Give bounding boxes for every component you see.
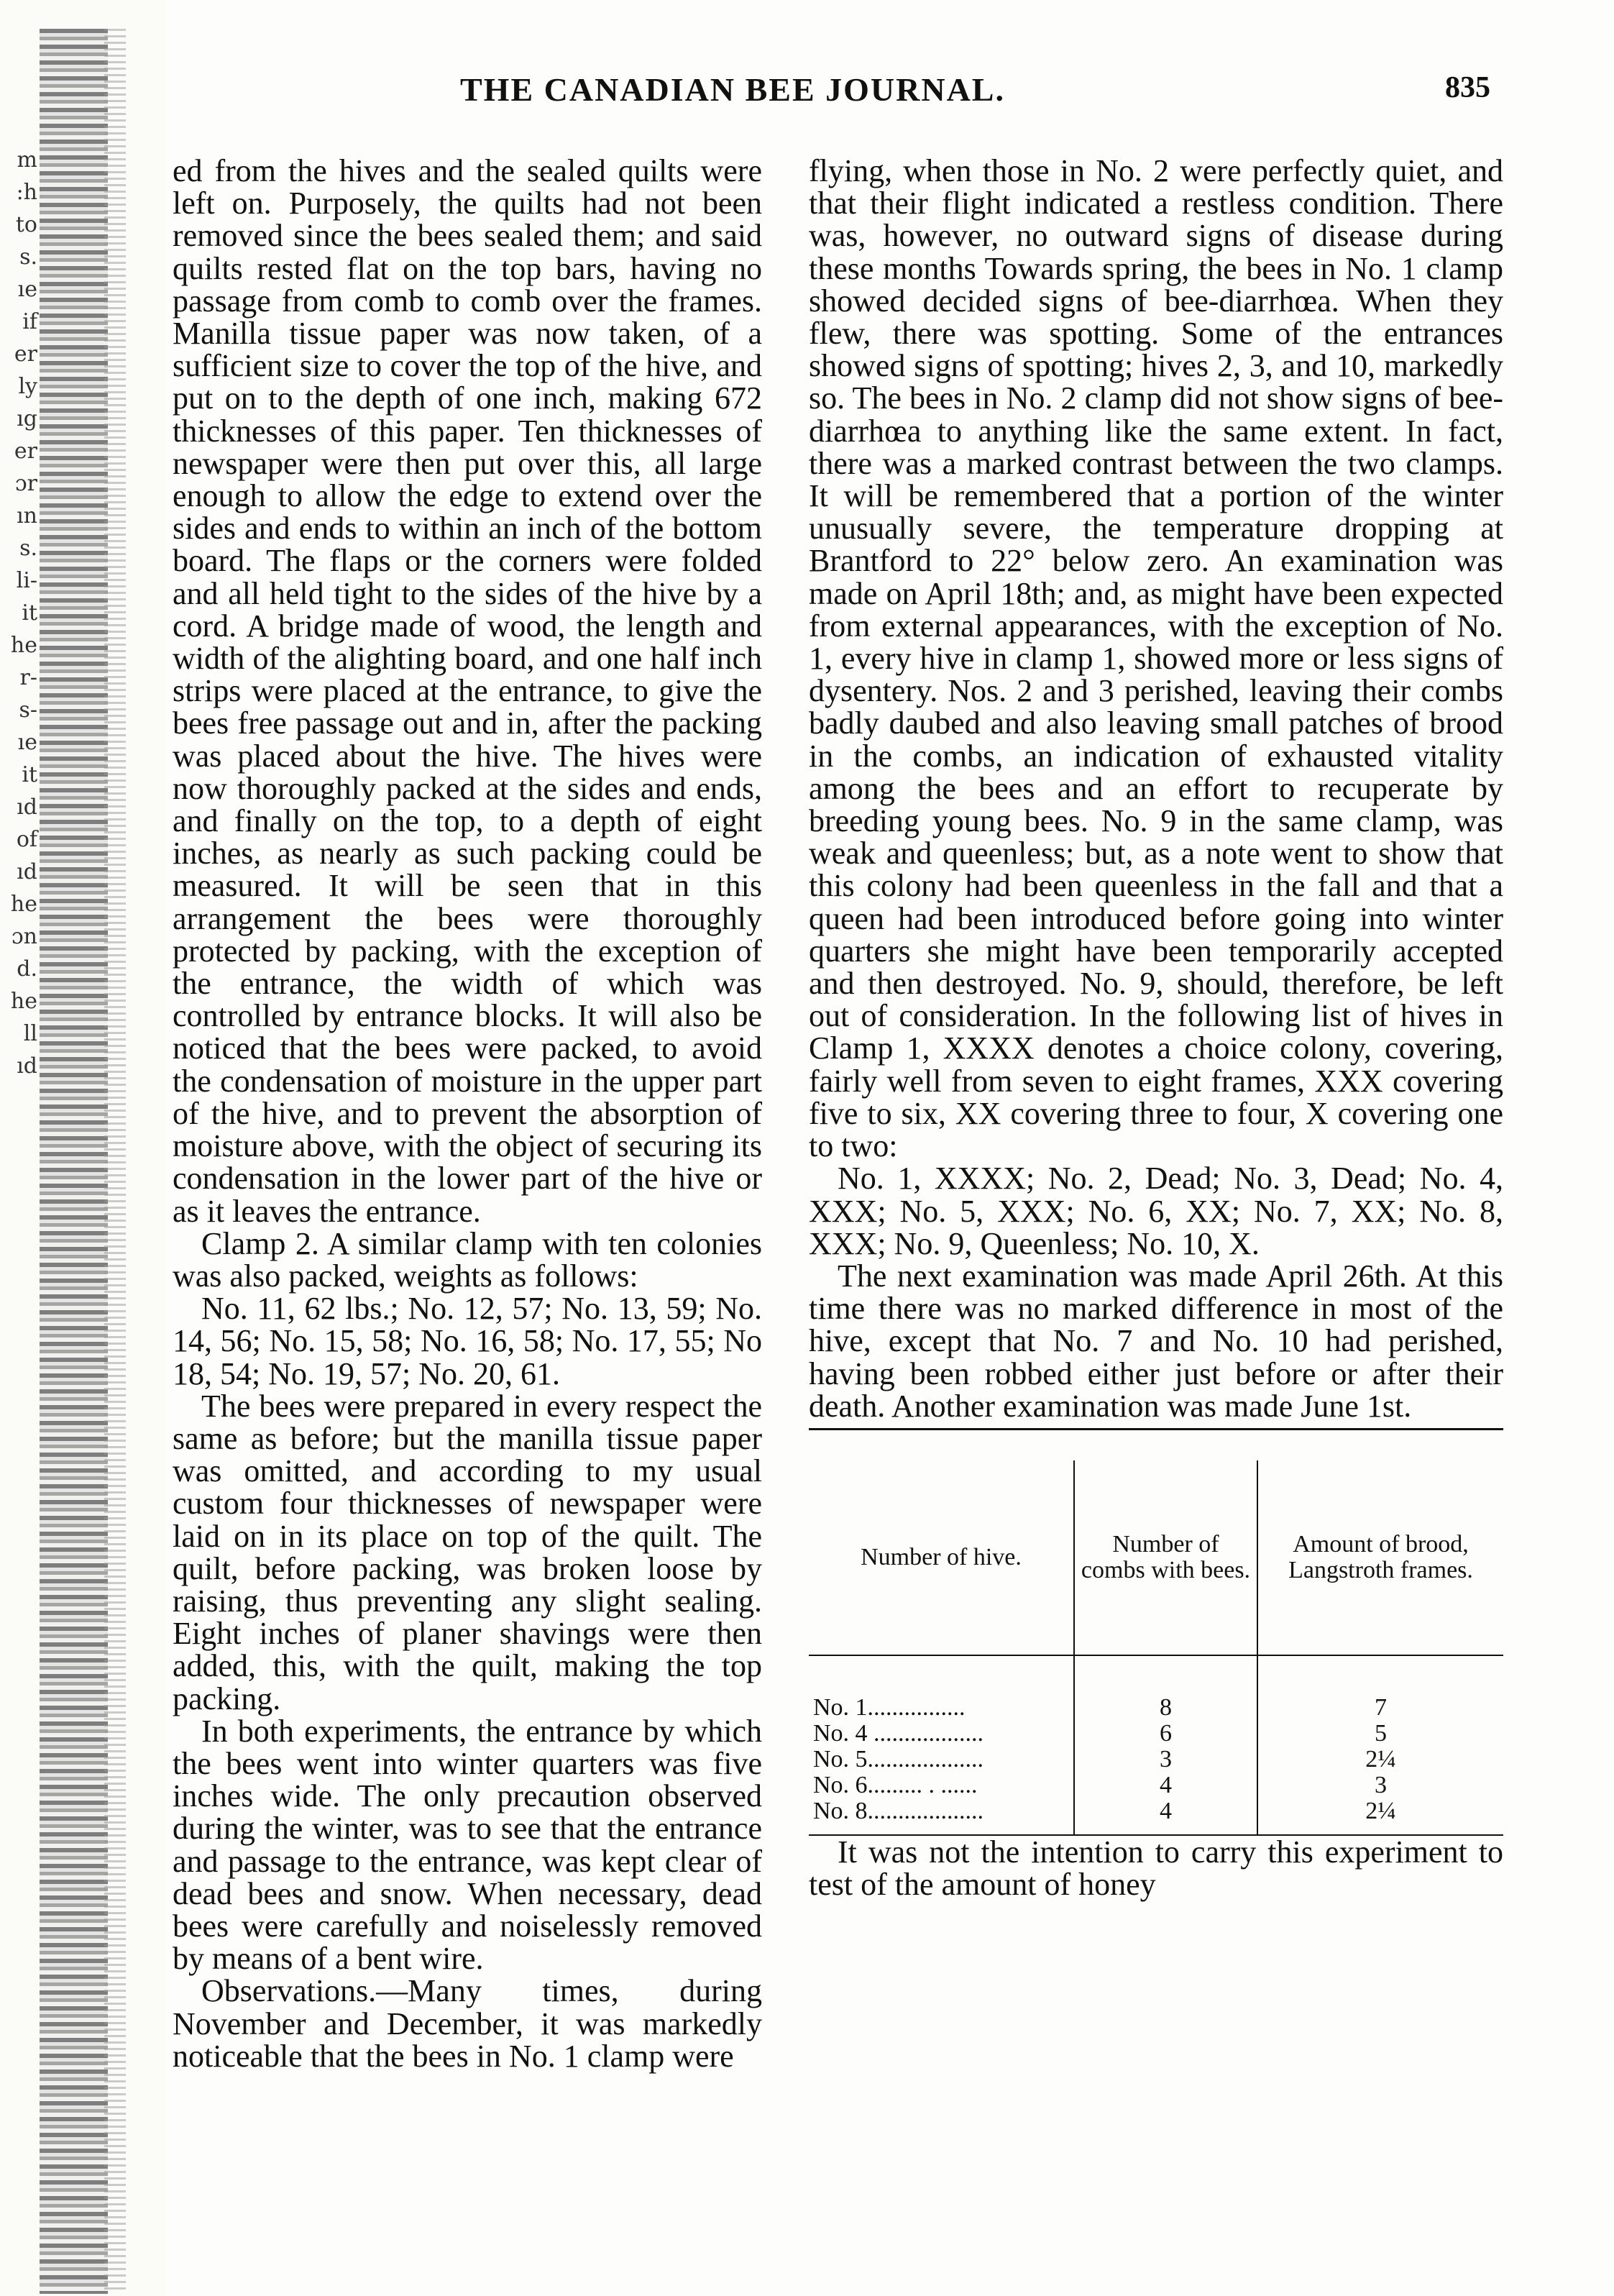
page-number: 835 (1445, 71, 1490, 104)
cell-hive-number: No. 4 .................. (809, 1721, 1074, 1747)
paragraph-next-examination: The next examination was made April 26th. At this time there was no marked difference in most of the hive, except that No. 7 and No. 10 had perished, having been robbed either just before or after their death. Another examination was made June 1st. (809, 1258, 1503, 1424)
gutter-fragment: ıd (17, 1053, 37, 1079)
gutter-fragment: to (15, 212, 37, 237)
gutter-fragment: s. (19, 244, 37, 270)
gutter-fragment: ll (23, 1021, 37, 1046)
gutter-fragment: d. (17, 956, 37, 982)
gutter-fragment: m (17, 147, 37, 173)
right-column (809, 155, 1503, 1901)
journal-title: THE CANADIAN BEE JOURNAL. (460, 71, 1005, 108)
gutter-fragment: ıg (17, 406, 37, 431)
gutter-fragment: er (14, 342, 37, 367)
header-combs-with-bees: Number of combs with bees. (1074, 1460, 1257, 1655)
gutter-fragment: ɔr (14, 471, 37, 496)
gutter-fragment: ıe (17, 730, 37, 755)
paragraph-flight-observations: flying, when those in No. 2 were perfectly quiet, and that their flight indicated a restless condition. There was, however, no outward signs of disease during these months Towards spring, the bees in No. 1 clamp showed decided signs of bee-diarrhœa. When they flew, there was spotting. Some of the entrances showed signs of spotting; hives 2, 3, and 10, markedly so. The bees in No. 2 clamp did not show signs of bee-diarrhœa to anything like the same extent. In fact, there was a marked contrast between the two clamps. It will be remembered that a portion of the winter unusually severe, the temperature dropping at Brantford to 22° below zero. An examination was made on April 18th; and, as might have been expected from external appearances, with the exception of No. 1, every hive in clamp 1, showed more or less signs of dysentery. Nos. 2 and 3 perished, leaving their combs badly daubed and also leaving small patches of brood in the combs, an indication of exhausted vitality among the bees and an effort to recuperate by breeding young bees. No. 9 in the same clamp, was weak and queenless; but, as a note went to show that this colony had been queenless in the fall and that a queen had been introduced before going into winter quarters she might have been temporarily accepted and then destroyed. No. 9, should, therefore, be left out of consideration. In the following list of hives in Clamp 1, XXXX denotes a choice colony, covering, fairly well from seven to eight frames, XXX covering five to six, XX covering three to four, X covering one to two: (809, 153, 1503, 1164)
table-row (809, 1798, 1503, 1835)
gutter-fragment: he (10, 633, 37, 658)
gutter-fragment: s. (19, 536, 37, 561)
gutter-fragment: ın (17, 503, 37, 529)
cell-combs: 4 (1074, 1773, 1257, 1798)
paragraph-entrance: In both experiments, the entrance by which the bees went into winter quarters was five inches wide. The only precaution observed during the winter, was to see that the entrance and passage to the entrance, was kept clear of dead bees and snow. When necessary, dead bees were carefully and noiselessly removed by means of a bent wire. (173, 1713, 762, 1977)
paragraph-packing-clamp-1: ed from the hives and the sealed quilts were left on. Purposely, the quilts had not been removed since the bees sealed them; and said quilts rested flat on the top bars, having no passage from comb to comb over the frames. Manilla tissue paper was now taken, of a sufficient size to cover the top of the hive, and put on to the depth of one inch, making 672 thicknesses of this paper. Ten thicknesses of newspaper were then put over this, all large enough to allow the edge to extend over the sides and ends to within an inch of the bottom board. The flaps or the corners were folded and all held tight to the sides of the hive by a cord. A bridge made of wood, the length and width of the alighting board, and one half inch strips were placed at the entrance, to give the bees free passage out and in, after the packing was placed about the hive. The hives were now thoroughly packed at the sides and ends, and finally on the top, to a depth of eight inches, as nearly as such packing could be measured. It will be seen that in this arrangement the bees were thoroughly protected by packing, with the exception of the entrance, the width of which was controlled by entrance blocks. It will also be noticed that the bees were packed, to avoid the condensation of moisture in the upper part of the hive, and to prevent the absorption of moisture above, with the object of securing its condensation in the lower part of the hive or as it leaves the entrance. (173, 153, 762, 1229)
cell-brood: 5 (1375, 1719, 1387, 1747)
header-brood-amount: Amount of brood, Langstroth frames. (1257, 1460, 1503, 1655)
paragraph-clamp-2-preparation: The bees were prepared in every respect the same as before; but the manilla tissue paper was omitted, and according to my usual custom four thicknesses of newspaper were laid on in its place on top of the quilt. The quilt, before packing, was broken loose by raising, thus preventing any slight sealing. Eight inches of planer shavings were then added, this, with the quilt, making the top packing. (173, 1388, 762, 1716)
gutter-fragment: he (10, 892, 37, 917)
examination-table (809, 1460, 1503, 1836)
header-hive-number: Number of hive. (809, 1460, 1074, 1655)
binding-shadow (40, 29, 108, 2294)
cell-combs: 3 (1074, 1747, 1257, 1773)
cell-brood: 7 (1375, 1693, 1387, 1721)
paragraph-clamp-1-list: No. 1, XXXX; No. 2, Dead; No. 3, Dead; No. 4, XXX; No. 5, XXX; No. 6, XX; No. 7, XX; No. 8, XXX; No. 9, Queenless; No. 10, X. (809, 1161, 1503, 1261)
gutter-fragment: ly (18, 374, 37, 399)
cell-hive-number: No. 6......... . ...... (809, 1773, 1074, 1798)
table-row (809, 1655, 1503, 1721)
gutter-fragment: r- (19, 665, 37, 690)
table-row (809, 1747, 1503, 1773)
paragraph-clamp-2-weights: No. 11, 62 lbs.; No. 12, 57; No. 13, 59; No. 14, 56; No. 15, 58; No. 16, 58; No. 17, 55; No 18, 54; No. 19, 57; No. 20, 61. (173, 1291, 762, 1391)
running-header (0, 70, 1614, 114)
cell-brood: 2¼ (1257, 1798, 1503, 1835)
cell-hive-number: No. 8................... (809, 1798, 1074, 1835)
paragraph-intention: It was not the intention to carry this experiment to test of the amount of honey (809, 1834, 1503, 1903)
binding-gutter (0, 0, 165, 2296)
gutter-fragment: he (10, 989, 37, 1014)
gutter-fragment: ıd (17, 795, 37, 820)
paragraph-clamp-2: Clamp 2. A similar clamp with ten colonies was also packed, weights as follows: (173, 1225, 762, 1294)
gutter-fragment: er (14, 439, 37, 464)
table-row (809, 1773, 1503, 1798)
gutter-fragment: it (22, 762, 37, 787)
gutter-fragment: s- (19, 698, 37, 723)
facing-page-fragments (0, 144, 37, 1082)
gutter-fragment: it (22, 600, 37, 626)
cell-hive-number: No. 1................ (809, 1655, 1074, 1721)
cell-combs: 6 (1074, 1721, 1257, 1747)
cell-brood: 3 (1375, 1771, 1387, 1798)
table-header-row (809, 1460, 1503, 1655)
cell-hive-number: No. 5................... (809, 1747, 1074, 1773)
cell-combs: 4 (1074, 1798, 1257, 1835)
gutter-fragment: of (16, 827, 37, 852)
gutter-fragment: if (22, 309, 37, 334)
table-top-rule (809, 1428, 1503, 1430)
cell-combs: 8 (1074, 1655, 1257, 1721)
gutter-fragment: :h (16, 180, 37, 205)
gutter-fragment: ıe (17, 277, 37, 302)
table-row (809, 1721, 1503, 1747)
gutter-fragment: ɔn (11, 924, 37, 949)
left-column (173, 155, 762, 2072)
binding-edge (104, 29, 126, 2294)
cell-brood: 2¼ (1365, 1745, 1396, 1773)
gutter-fragment: li- (16, 568, 37, 593)
paragraph-observations: Observations.—Many times, during November and December, it was markedly noticeable that the bees in No. 1 clamp were (173, 1973, 762, 2074)
gutter-fragment: ıd (17, 859, 37, 884)
